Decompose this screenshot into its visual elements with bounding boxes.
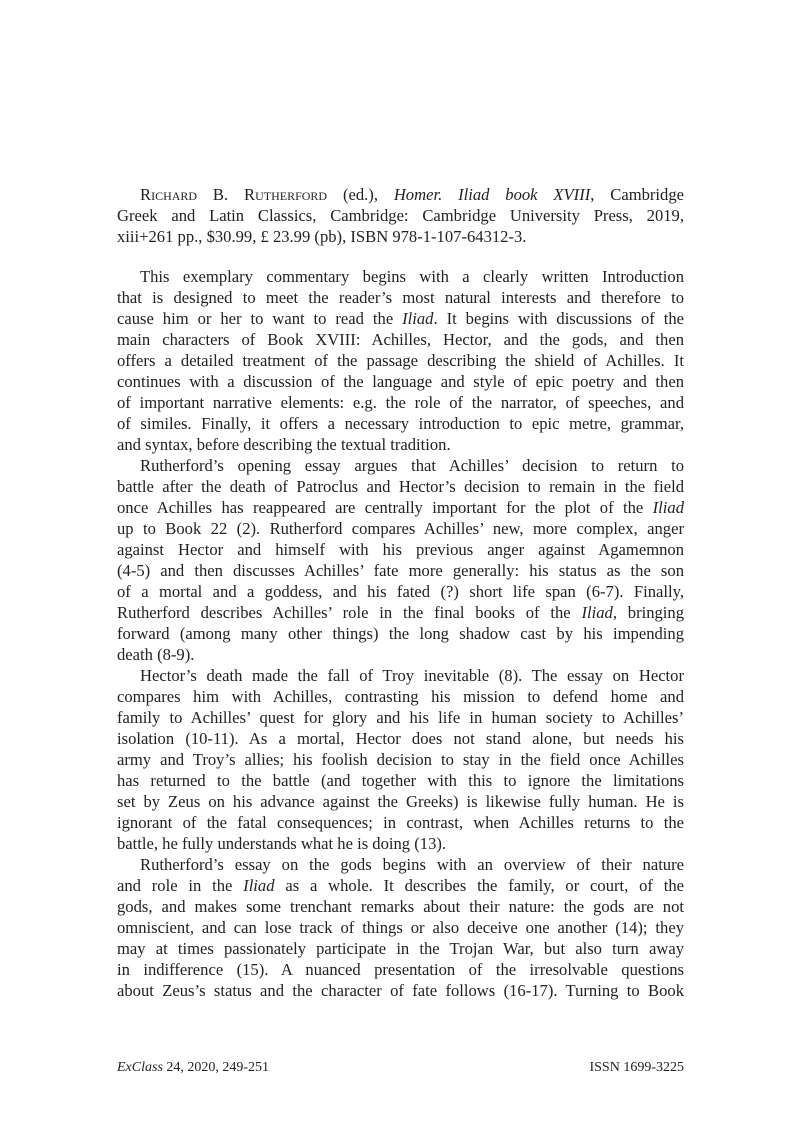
text-segment: as a whole. It describes the family, or court, of the: [274, 876, 684, 895]
text-line: [117, 980, 684, 1001]
text-segment: battle after the death of Patroclus and Hector’s decision to remain in the field: [117, 477, 684, 496]
text-segment: and role in the: [117, 876, 244, 895]
paragraph: [117, 455, 684, 665]
text-line: [117, 770, 684, 791]
text-segment: continues with a discussion of the language and style of epic poetry and then: [117, 372, 684, 391]
text-segment: cause him or her to want to read the: [117, 309, 403, 328]
italic-title: Iliad: [402, 309, 434, 328]
italic-title: Iliad: [581, 603, 613, 622]
issn: ISSN 1699-3225: [589, 1060, 684, 1075]
text-segment: ignorant of the fatal consequences; in contrast, when Achilles returns to the: [117, 813, 684, 832]
journal-issue: 24, 2020, 249-251: [162, 1060, 270, 1075]
text-line: [117, 287, 684, 308]
paragraph: [117, 854, 684, 1001]
text-line: [117, 707, 684, 728]
text-segment: This exemplary commentary begins with a clearly written Introduction: [140, 267, 684, 286]
text-line: [117, 812, 684, 833]
text-segment: of similes. Finally, it offers a necessary introduction to epic metre, grammar,: [117, 414, 684, 433]
text-segment: once Achilles has reappeared are centrally important for the plot of the: [117, 498, 653, 517]
text-line: [117, 392, 684, 413]
text-line: [117, 434, 684, 455]
text-segment: may at times passionately participate in the Trojan War, but also turn away: [117, 939, 684, 958]
text-line: [117, 749, 684, 770]
text-segment: forward (among many other things) the long shadow cast by his impending: [117, 624, 684, 643]
text-line: [117, 560, 684, 581]
text-line: [117, 539, 684, 560]
text-line: [117, 791, 684, 812]
text-segment: compares him with Achilles, contrasting his mission to defend home and: [117, 687, 684, 706]
text-line: [117, 686, 684, 707]
italic-title: Homer. Iliad book XVIII: [393, 185, 591, 204]
text-line: [117, 917, 684, 938]
text-segment: omniscient, and can lose track of things or also deceive one another (14); they: [117, 918, 684, 937]
text-line: [117, 266, 684, 287]
text-segment: (4-5) and then discusses Achilles’ fate more generally: his status as the son: [117, 561, 684, 580]
text-segment: , Cambridge: [590, 185, 684, 204]
text-segment: army and Troy’s allies; his foolish decision to stay in the field once Achilles: [117, 750, 684, 769]
text-line: [117, 413, 684, 434]
text-line: [117, 623, 684, 644]
text-line: [117, 308, 684, 329]
italic-title: Iliad: [243, 876, 275, 895]
text-segment: Rutherford describes Achilles’ role in the final books of the: [117, 603, 582, 622]
text-segment: Greek and Latin Classics, Cambridge: Cambridge University Press, 2019,: [117, 206, 684, 225]
text-segment: of a mortal and a goddess, and his fated (?) short life span (6-7). Finally,: [117, 582, 684, 601]
text-segment: of important narrative elements: e.g. the role of the narrator, of speeches, and: [117, 393, 684, 412]
text-segment: against Hector and himself with his previous anger against Agamemnon: [117, 540, 684, 559]
text-line: [117, 959, 684, 980]
text-segment: Rutherford’s opening essay argues that Achilles’ decision to return to: [140, 456, 684, 475]
text-segment: Hector’s death made the fall of Troy inevitable (8). The essay on Hector: [140, 666, 684, 685]
text-segment: up to Book 22 (2). Rutherford compares Achilles’ new, more complex, anger: [117, 519, 684, 538]
text-line: [117, 854, 684, 875]
text-line: [117, 896, 684, 917]
text-line: [117, 938, 684, 959]
text-line: [117, 184, 684, 205]
text-line: [117, 581, 684, 602]
text-segment: about Zeus’s status and the character of fate follows (16-17). Turning to Book: [117, 981, 684, 1000]
text-line: [117, 497, 684, 518]
text-line: [117, 833, 684, 854]
text-segment: isolation (10-11). As a mortal, Hector does not stand alone, but needs his: [117, 729, 684, 748]
paragraph: [117, 665, 684, 854]
text-segment: (ed.),: [327, 185, 394, 204]
text-segment: xiii+261 pp., $30.99, £ 23.99 (pb), ISBN 978-1-107-64312-3.: [117, 227, 527, 246]
page-footer: [117, 1058, 684, 1078]
text-line: [117, 476, 684, 497]
text-segment: , bringing: [612, 603, 685, 622]
text-segment: battle, he fully understands what he is doing (13).: [117, 834, 447, 853]
italic-title: Iliad: [652, 498, 684, 517]
text-segment: gods, and makes some trenchant remarks about their nature: the gods are not: [117, 897, 684, 916]
text-line: [117, 205, 684, 226]
text-line: [117, 602, 684, 623]
text-segment: set by Zeus on his advance against the Greeks) is likewise fully human. He is: [117, 792, 684, 811]
text-segment: offers a detailed treatment of the passage describing the shield of Achilles. It: [117, 351, 684, 370]
text-segment: death (8-9).: [117, 645, 195, 664]
text-line: [117, 455, 684, 476]
text-line: [117, 665, 684, 686]
book-citation: [117, 184, 684, 247]
text-segment: family to Achilles’ quest for glory and his life in human society to Achilles’: [117, 708, 684, 727]
text-segment: Rutherford’s essay on the gods begins with an overview of their nature: [140, 855, 684, 874]
text-line: [117, 728, 684, 749]
text-segment: in indifference (15). A nuanced presentation of the irresolvable questions: [117, 960, 684, 979]
paragraph: [117, 266, 684, 455]
text-segment: has returned to the battle (and together with this to ignore the limitations: [117, 771, 684, 790]
text-line: [117, 518, 684, 539]
journal-reference: [117, 1058, 269, 1078]
text-line: [117, 644, 684, 665]
text-line: [117, 350, 684, 371]
author-name: Richard B. Rutherford: [140, 185, 328, 204]
journal-name: ExClass: [117, 1060, 163, 1075]
text-line: [117, 371, 684, 392]
text-segment: . It begins with discussions of the: [433, 309, 685, 328]
text-line: [117, 875, 684, 896]
text-line: [117, 226, 684, 247]
text-segment: main characters of Book XVIII: Achilles, Hector, and the gods, and then: [117, 330, 684, 349]
text-segment: that is designed to meet the reader’s most natural interests and therefore to: [117, 288, 684, 307]
text-segment: and syntax, before describing the textual tradition.: [117, 435, 451, 454]
review-body: [117, 266, 684, 1001]
text-line: [117, 329, 684, 350]
